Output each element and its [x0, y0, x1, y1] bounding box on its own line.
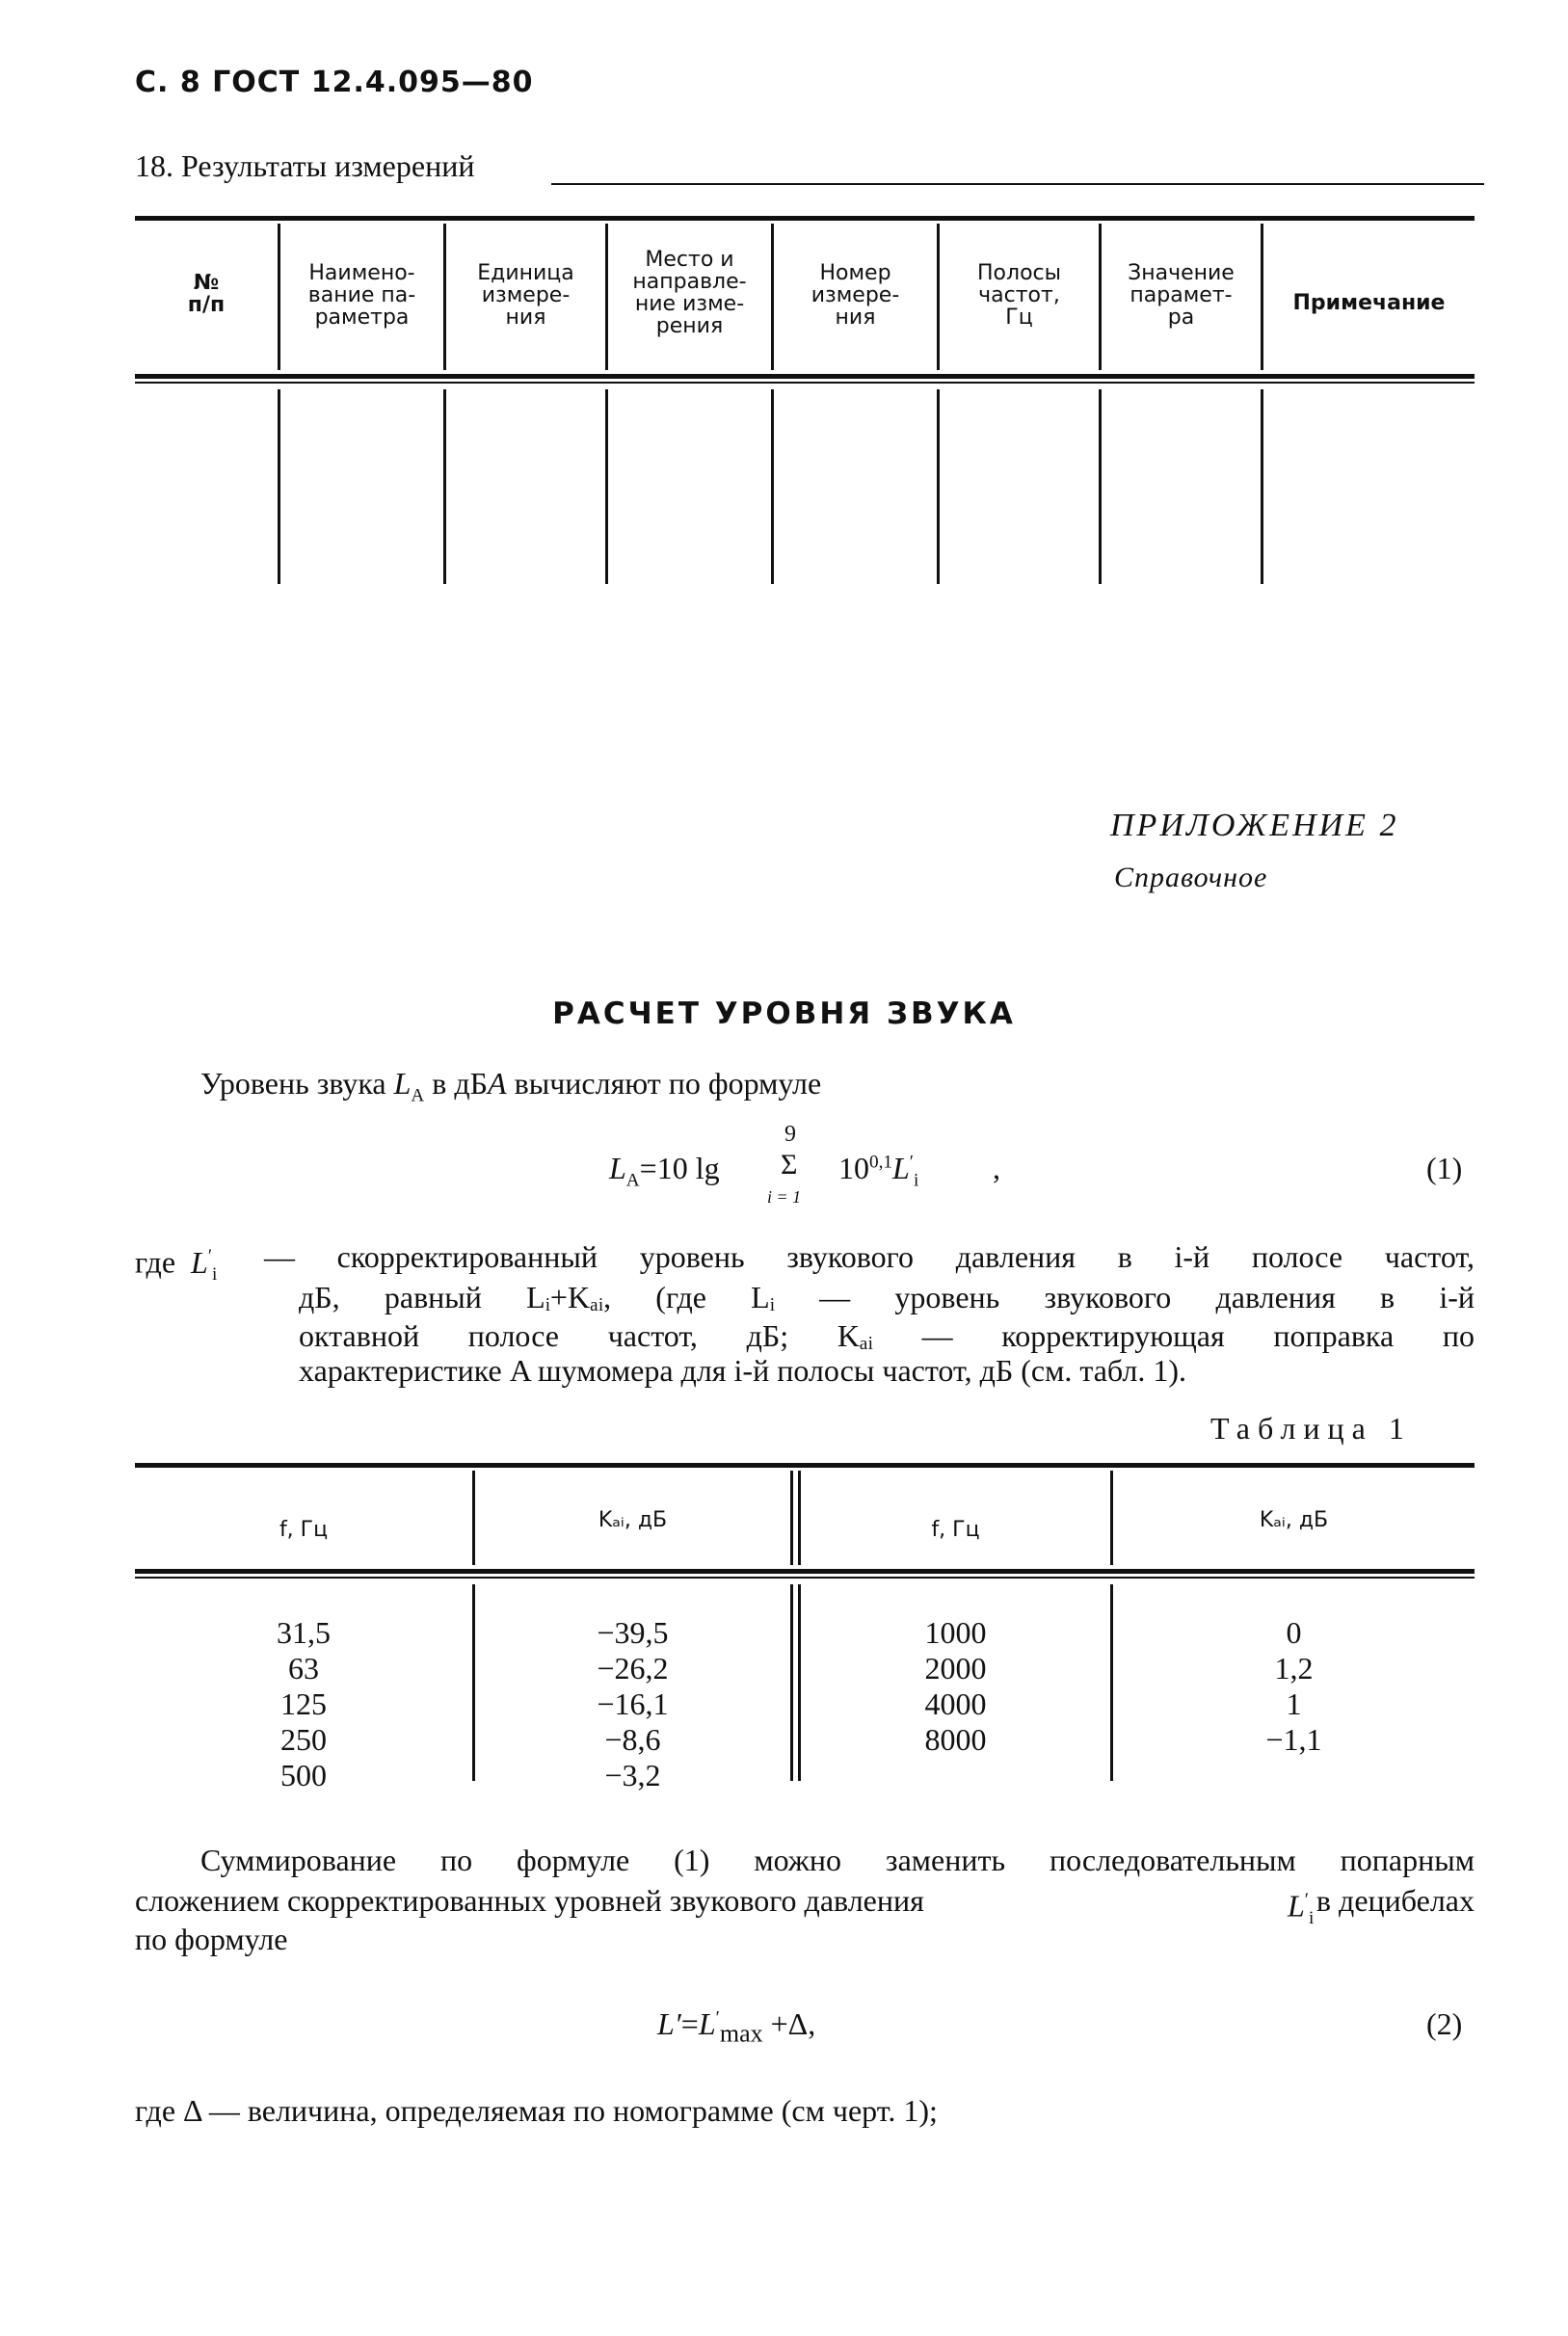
page-header: С. 8 ГОСТ 12.4.095—80: [135, 66, 534, 99]
intro-after: вычисляют по формуле: [506, 1066, 822, 1101]
intro-text: [200, 1064, 821, 1115]
table-1-header-f: f, Гц: [279, 1518, 329, 1542]
definition-1-line-1: — скорректированный уровень звукового давления в i-й полосе частот,: [264, 1239, 1475, 1274]
summation-symbol-prime: ′: [1304, 1890, 1309, 1910]
results-body-divider: [1099, 389, 1102, 584]
summation-line-2-after: в децибелах: [1316, 1883, 1475, 1918]
table-1-cell: −16,1: [597, 1686, 669, 1721]
formula-1-sum-top: 9: [784, 1122, 796, 1147]
summation-line-2-before: сложением скорректированных уровней звукового давления: [135, 1883, 924, 1918]
table-1-cell: 63: [288, 1651, 319, 1686]
appendix-title: ПРИЛОЖЕНИЕ 2: [1110, 808, 1399, 843]
formula-1-term-L: L: [891, 1151, 910, 1185]
table-1-cell: −3,2: [604, 1758, 661, 1792]
summation-symbol: L: [1288, 1888, 1305, 1924]
formula-1-sum-sign: Σ: [781, 1149, 798, 1181]
table-1-cell: 2000: [924, 1651, 987, 1686]
formula-1-lhs-L: L: [609, 1151, 626, 1185]
table-1-header-k: Kₐᵢ, дБ: [1259, 1508, 1329, 1532]
results-table-top-rule: [135, 216, 1475, 221]
table-1-cell: −1,1: [1265, 1722, 1322, 1757]
table-1-caption: Таблица 1: [1210, 1411, 1412, 1446]
summation-line-2: [135, 1881, 1475, 1929]
formula-1-lhs-sub: A: [625, 1170, 640, 1191]
table-1-cell: 4000: [924, 1686, 987, 1721]
results-header-place: Место и направле- ние изме- рения: [632, 248, 747, 338]
formula-1-sum-bottom: i = 1: [767, 1187, 802, 1207]
definition-2: где Δ — величина, определяемая по номограмме (см черт. 1);: [135, 2093, 938, 2128]
section-title: РАСЧЕТ УРОВНЯ ЗВУКА: [552, 996, 1016, 1031]
definition-1-line-2: дБ, равный Lᵢ+Kₐᵢ, (где Lᵢ — уровень звукового давления в i-й: [299, 1280, 1475, 1314]
formula-2-rhs-prime: ′: [715, 2007, 720, 2029]
table-1-cell: 1: [1286, 1686, 1302, 1721]
table-1-cell: 31,5: [277, 1615, 331, 1650]
table-1-header-rule-thin: [135, 1577, 1475, 1579]
table-1-cell: 1,2: [1274, 1651, 1314, 1686]
table-1-header-k: Kₐᵢ, дБ: [598, 1508, 668, 1532]
definition-1-where: где: [135, 1244, 176, 1280]
table-1-cell: 1000: [924, 1615, 987, 1650]
table-1-col-4: [1113, 1615, 1475, 1758]
definition-1-line-4: характеристике A шумомера для i-й полосы частот, дБ (см. табл. 1).: [299, 1353, 1187, 1388]
summation-line-3: по формуле: [135, 1922, 288, 1956]
formula-1-trail: ,: [993, 1151, 1000, 1185]
intro-symbol: L: [393, 1066, 412, 1101]
intro-symbol-sub: A: [411, 1085, 425, 1106]
table-1-top-rule: [135, 1463, 1475, 1468]
formula-1-lhs: [609, 1151, 720, 1191]
formula-1-eq: =10 lg: [639, 1151, 720, 1185]
formula-1-term-sub: i: [913, 1170, 919, 1191]
results-body-divider: [1261, 389, 1263, 584]
appendix-subtitle: Справочное: [1114, 862, 1268, 893]
formula-2-rhs-L: L: [698, 2006, 716, 2041]
table-1-header-f: f, Гц: [931, 1518, 980, 1542]
intro-middle: в дБ: [424, 1066, 489, 1101]
results-table-header-rule-thin: [135, 382, 1475, 384]
formula-2-eq: =: [680, 2006, 699, 2041]
table-1-cell: 500: [280, 1758, 327, 1792]
formula-1-term: [838, 1151, 918, 1191]
table-1-col-1: [135, 1615, 472, 1793]
formula-1-term-prime: ′: [909, 1152, 914, 1173]
formula-2: [657, 2006, 815, 2048]
table-1-cell: 250: [280, 1722, 327, 1757]
table-1-cell: 0: [1286, 1615, 1302, 1650]
table-1-cell: 8000: [924, 1722, 987, 1757]
table-1-cell: −39,5: [597, 1615, 669, 1650]
definition-1-symbol-sub: i: [212, 1264, 218, 1286]
table-1-body-divider: [790, 1584, 793, 1781]
results-body-divider: [605, 389, 608, 584]
results-body-divider: [937, 389, 940, 584]
definition-1-symbol-prime: ′: [207, 1246, 213, 1266]
intro-before: Уровень звука: [200, 1066, 394, 1101]
results-table-header-rule: [135, 374, 1475, 379]
results-header-value: Значение парамет- ра: [1128, 261, 1235, 330]
summation-line-1: Суммирование по формуле (1) можно заменить последовательным попарным: [200, 1843, 1475, 1877]
results-body-divider: [278, 389, 280, 584]
results-header-bands: Полосы частот, Гц: [977, 261, 1061, 330]
intro-unit: A: [488, 1066, 507, 1101]
formula-2-rhs-sub: max: [719, 2019, 763, 2048]
table-1-cell: −26,2: [597, 1651, 669, 1686]
table-1-cell: −8,6: [604, 1722, 661, 1757]
results-header-number: Номер измере- ния: [811, 261, 900, 330]
summation-symbol-sub: i: [1309, 1908, 1315, 1929]
table-1-col-divider: [798, 1471, 801, 1565]
definition-1-line-3: октавной полосе частот, дБ; Kₐᵢ — корректирующая поправка по: [299, 1318, 1475, 1353]
formula-2-number: (2): [1426, 2006, 1463, 2041]
results-header-note: Примечание: [1292, 291, 1446, 315]
table-1-header-rule: [135, 1569, 1475, 1574]
results-body-divider: [771, 389, 774, 584]
table-1-cell: 125: [280, 1686, 327, 1721]
formula-1-term-base: 10: [838, 1151, 869, 1185]
table-1-col-divider: [790, 1471, 793, 1565]
results-header-no: № п/п: [187, 271, 226, 317]
definition-1-symbol: L: [191, 1244, 208, 1280]
section-18-label: 18. Результаты измерений: [135, 148, 475, 183]
formula-2-tail: +Δ,: [770, 2006, 816, 2041]
results-header-name: Наимено- вание па- раметра: [307, 261, 416, 330]
formula-1-number: (1): [1426, 1151, 1463, 1185]
table-1-col-2: [475, 1615, 790, 1793]
results-header-unit: Единица измере- ния: [477, 261, 574, 330]
formula-1-term-exp: 0,1: [869, 1152, 892, 1173]
results-body-divider: [443, 389, 446, 584]
table-1-col-3: [801, 1615, 1110, 1758]
formula-2-lhs: L′: [657, 2006, 681, 2041]
section-18-fill-line: [551, 183, 1484, 185]
